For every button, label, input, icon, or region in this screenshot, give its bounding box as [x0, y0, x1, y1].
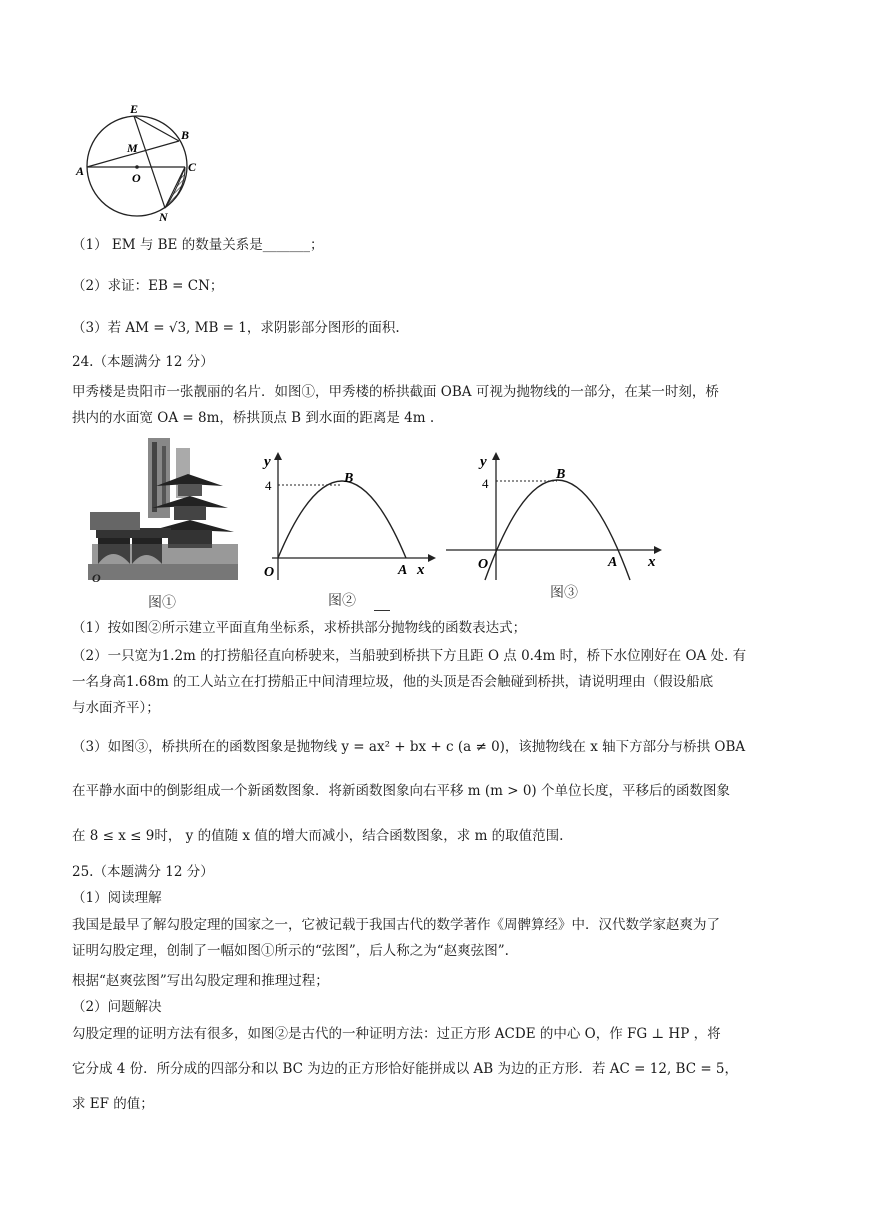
center-point-O: [135, 165, 139, 169]
q24-part3-line1: （3）如图③，桥拱所在的函数图象是抛物线 y = ax² + bx + c (a ≠ 0)，该抛物线在 x 轴下方部分与桥拱 OBA: [72, 739, 746, 755]
q24-part1: （1）按如图②所示建立平面直角坐标系，求桥拱部分抛物线的函数表达式；: [72, 620, 527, 636]
figure1-caption: 图①: [148, 594, 176, 610]
figure1-photo: [88, 436, 238, 586]
fig2-label-O: O: [264, 565, 275, 580]
fig3-label-x: x: [648, 554, 656, 570]
label-N: N: [159, 210, 168, 224]
circle-figure: [72, 100, 212, 225]
q25-line6: 求 EF 的值；: [72, 1096, 154, 1112]
q25-section2: （2）问题解决: [72, 999, 162, 1015]
fig2-label-y: y: [264, 454, 271, 470]
q25-line5: 它分成 4 份．所分成的四部分和以 BC 为边的正方形恰好能拼成以 AB 为边的正方形．若 AC = 12, BC = 5，: [72, 1061, 739, 1077]
fig3-label-O: O: [478, 557, 489, 572]
figure3-graph: [440, 446, 670, 586]
q25-header: 25.（本题满分 12 分）: [72, 864, 214, 880]
q25-line1: 我国是最早了解勾股定理的国家之一，它被记载于我国古代的数学著作《周髀算经》中．汉代数学家赵爽为了: [72, 917, 720, 933]
q24-part2-line1: （2）一只宽为1.2m 的打捞船径直向桥驶来，当船驶到桥拱下方且距 O 点 0.4m 时，桥下水位刚好在 OA 处. 有: [72, 648, 747, 664]
fig2-label-B: B: [344, 471, 354, 486]
fig2-label-4: 4: [265, 478, 272, 493]
q24-intro-2: 拱内的水面宽 OA = 8m，桥拱顶点 B 到水面的距离是 4m .: [72, 410, 435, 426]
q24-header: 24.（本题满分 12 分）: [72, 354, 214, 370]
figure2-mark: [374, 610, 390, 611]
q24-part2-line2: 一名身高1.68m 的工人站立在打捞船正中间清理垃圾，他的头顶是否会触碰到桥拱，请说明理由（假设船底: [72, 674, 714, 690]
q23-part1: （1） EM 与 BE 的数量关系是_______；: [72, 237, 324, 253]
fig3-label-B: B: [556, 467, 566, 482]
fig3-label-y: y: [480, 454, 487, 470]
label-E: E: [130, 102, 139, 116]
q23-part2: （2）求证：EB = CN；: [72, 278, 224, 294]
fig2-label-A: A: [398, 563, 408, 578]
label-C: C: [188, 160, 197, 174]
label-O: O: [132, 171, 141, 185]
figure2-caption: 图②: [328, 592, 356, 608]
fig2-parabola: [278, 481, 406, 558]
q25-line4: 勾股定理的证明方法有很多，如图②是古代的一种证明方法：过正方形 ACDE 的中心 O，作 FG ⊥ HP ，将: [72, 1026, 721, 1042]
chord-EN: [134, 116, 165, 208]
figure2-graph: [258, 446, 438, 586]
q25-line2: 证明勾股定理，创制了一幅如图①所示的“弦图”，后人称之为“赵爽弦图”.: [72, 943, 509, 959]
label-B: B: [181, 128, 190, 142]
q23-part3: （3）若 AM = √3, MB = 1，求阴影部分图形的面积.: [72, 320, 400, 336]
q25-section1: （1）阅读理解: [72, 890, 162, 906]
label-M: M: [127, 141, 138, 155]
svg-text:O: O: [92, 571, 101, 585]
q24-part3-line3: 在 8 ≤ x ≤ 9时， y 的值随 x 值的增大而减小，结合函数图象，求 m 的取值范围.: [72, 828, 564, 844]
figure3-caption: 图③: [550, 584, 578, 600]
q25-line3: 根据“赵爽弦图”写出勾股定理和推理过程；: [72, 973, 329, 989]
q24-part3-line2: 在平静水面中的倒影组成一个新函数图象．将新函数图象向右平移 m (m > 0) 个单位长度，平移后的函数图象: [72, 783, 730, 799]
q24-intro-1: 甲秀楼是贵阳市一张靓丽的名片．如图①，甲秀楼的桥拱截面 OBA 可视为抛物线的一部分，在某一时刻，桥: [72, 384, 719, 400]
fig3-label-4: 4: [482, 476, 489, 491]
fig3-label-A: A: [608, 555, 618, 570]
label-A: A: [76, 164, 85, 178]
fig2-label-x: x: [417, 562, 425, 578]
q24-part2-line3: 与水面齐平）；: [72, 700, 160, 716]
